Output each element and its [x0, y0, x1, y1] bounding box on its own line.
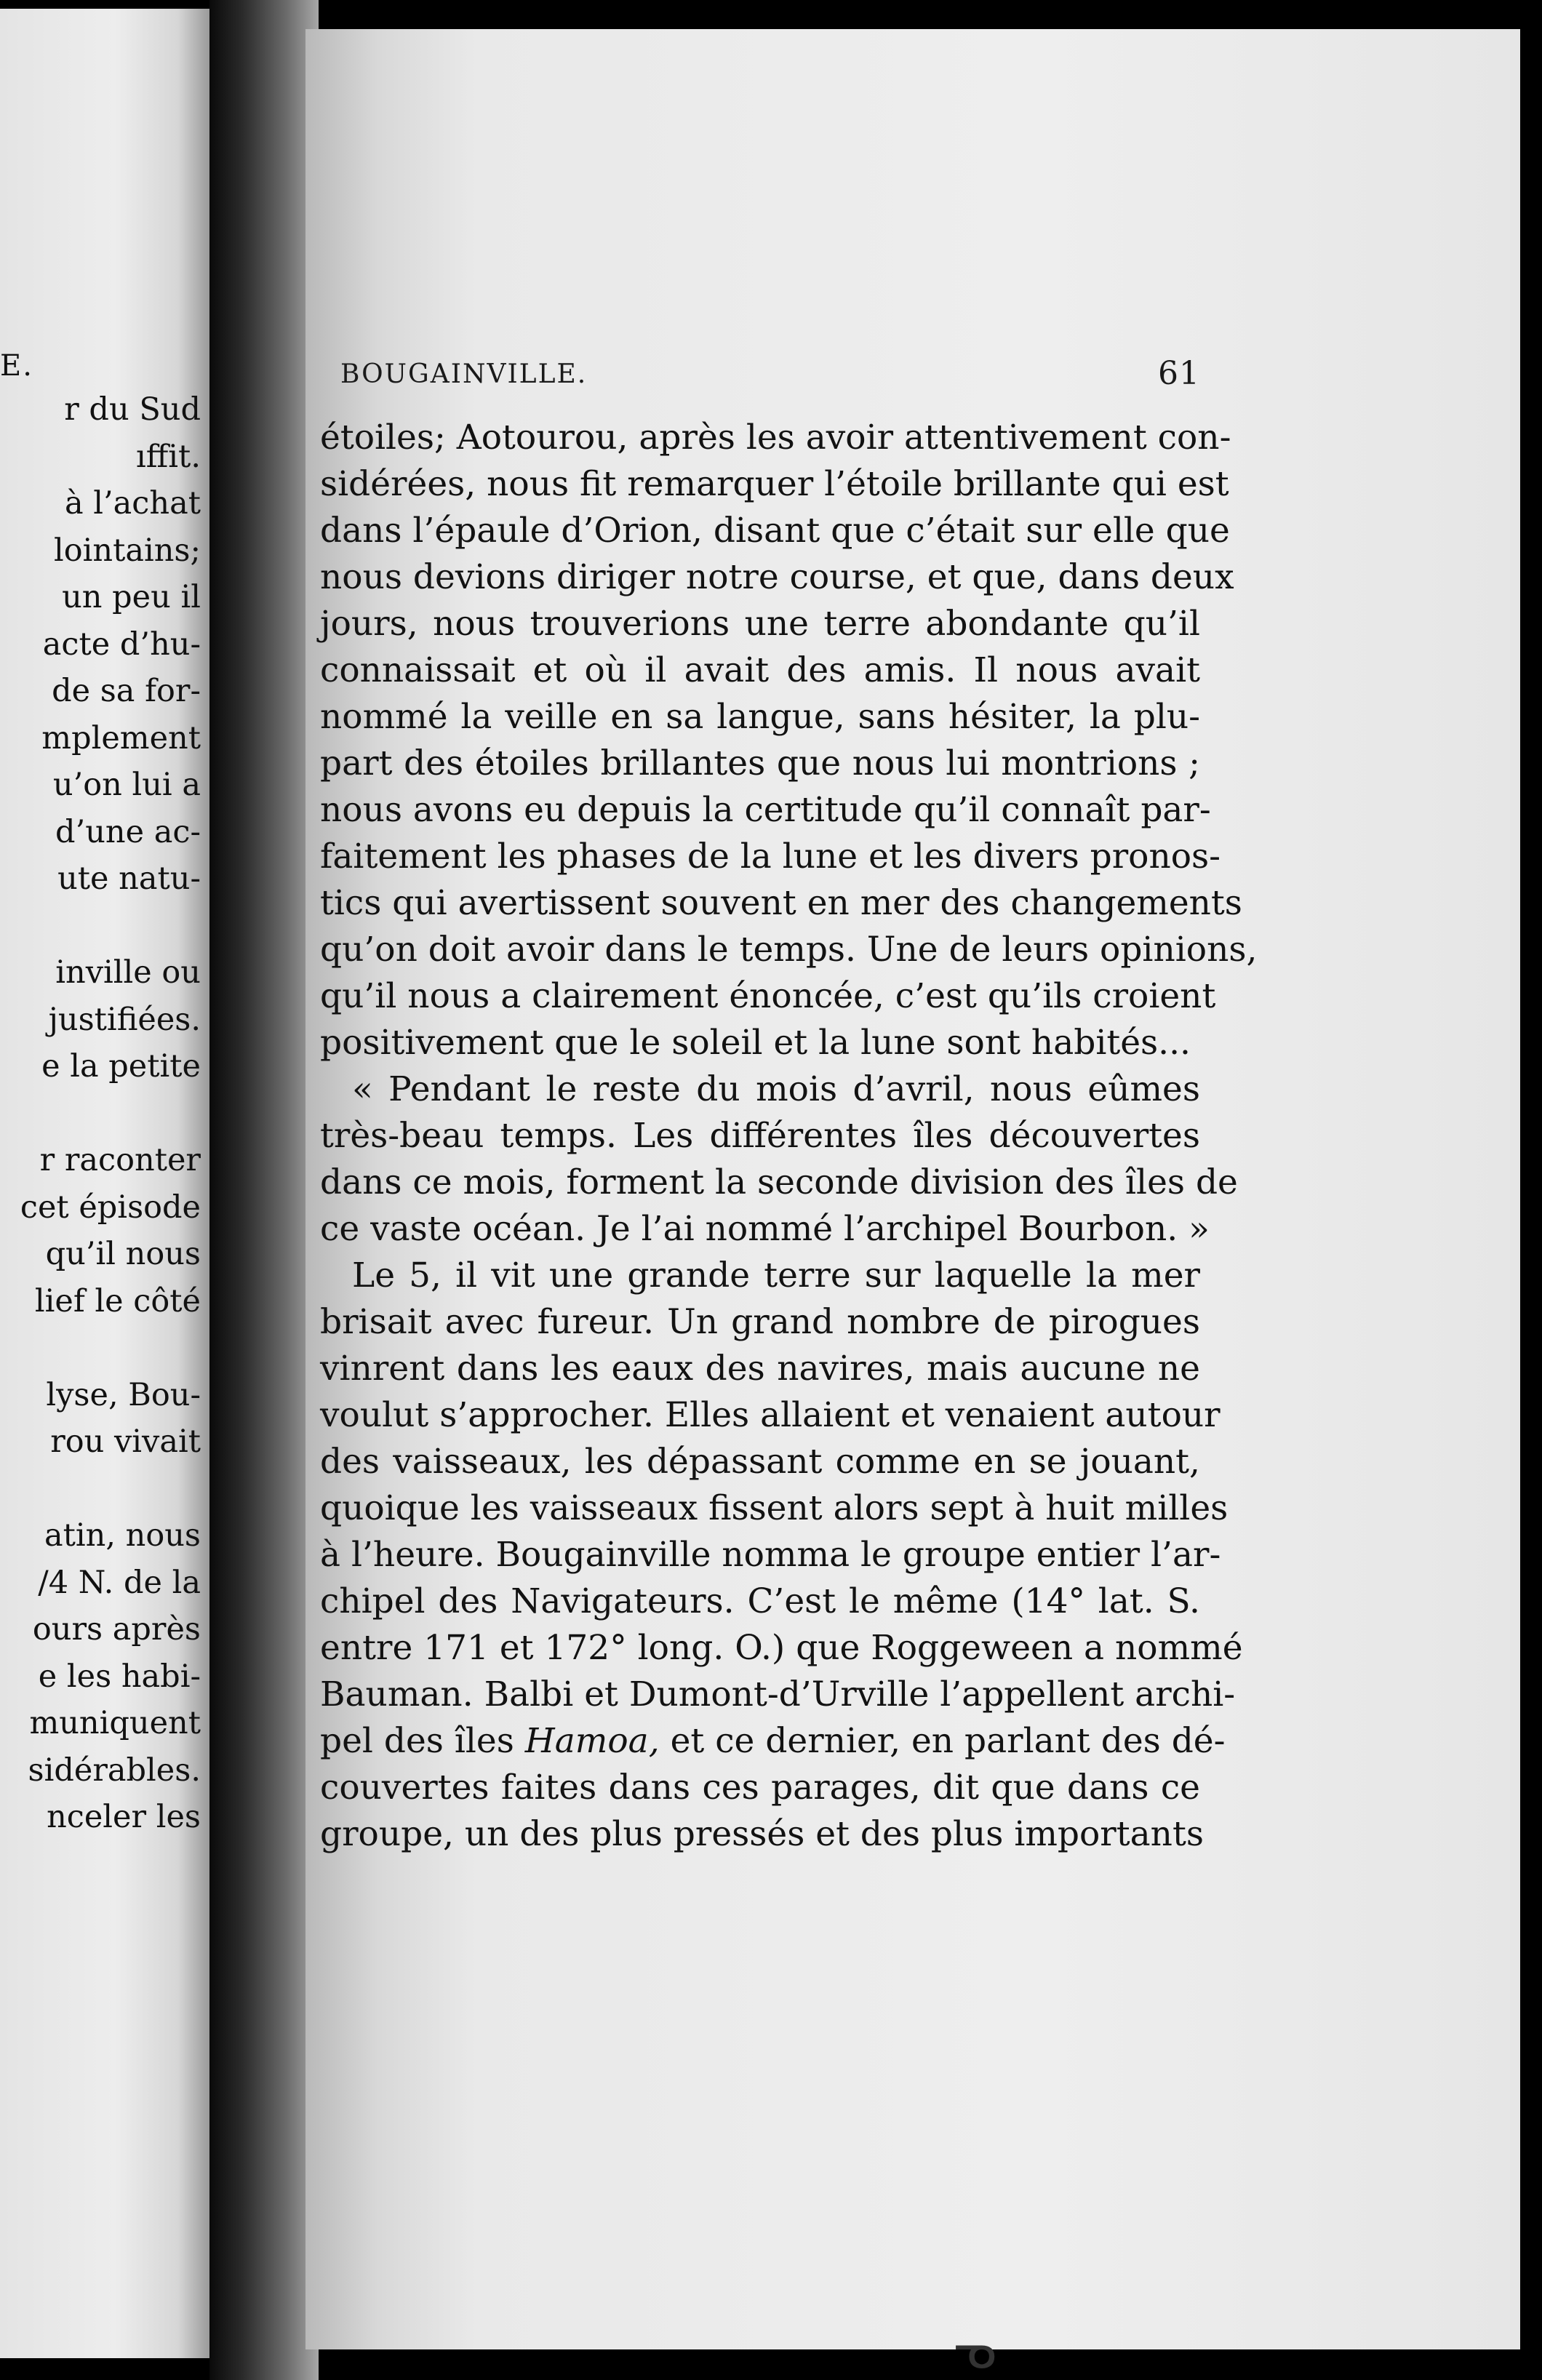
- left-page-line: lief le côté: [34, 1282, 201, 1319]
- left-page-line: un peu il: [62, 579, 201, 615]
- text-segment: et ce dernier, en parlant des dé-: [670, 1721, 1226, 1761]
- text-line: entre 171 et 172° long. O.) que Roggeween a nommé: [320, 1628, 1243, 1668]
- text-line: très-beau temps. Les différentes îles découvertes: [320, 1116, 1200, 1156]
- left-page-line: r raconter: [39, 1142, 201, 1178]
- left-page-line: /4 N. de la: [38, 1564, 201, 1601]
- text-line: qu’on doit avoir dans le temps. Une de leurs opinions,: [320, 930, 1258, 970]
- left-page-line: muniquent: [29, 1705, 201, 1741]
- text-line: « Pendant le reste du mois d’avril, nous eûmes: [352, 1069, 1200, 1109]
- text-line: qu’il nous a clairement énoncée, c’est qu’ils croient: [320, 976, 1216, 1016]
- text-line: ce vaste océan. Je l’ai nommé l’archipel Bourbon. »: [320, 1209, 1210, 1249]
- text-line: nommé la veille en sa langue, sans hésiter, la plu-: [320, 697, 1200, 737]
- text-line: brisait avec fureur. Un grand nombre de pirogues: [320, 1302, 1200, 1342]
- text-line: des vaisseaux, les dépassant comme en se jouant,: [320, 1442, 1200, 1482]
- left-page-line: cet épisode: [20, 1189, 201, 1226]
- left-page-line: ıffit.: [135, 438, 201, 475]
- text-line: à l’heure. Bougainville nomma le groupe entier l’ar-: [320, 1535, 1221, 1575]
- left-page-line: acte d’hu-: [42, 626, 201, 663]
- left-page-line: mplement: [41, 719, 201, 756]
- page-number: 61: [1158, 355, 1200, 392]
- text-line: groupe, un des plus pressés et des plus importants: [320, 1814, 1204, 1854]
- left-page-line: sidérables.: [28, 1752, 201, 1789]
- left-page-line: u’on lui a: [52, 767, 201, 803]
- left-page-line: justifiées.: [48, 1001, 201, 1038]
- left-page-line: ours après: [32, 1611, 201, 1648]
- left-facing-page: [0, 9, 209, 2358]
- text-line: dans l’épaule d’Orion, disant que c’était sur elle que: [320, 511, 1230, 551]
- text-line: chipel des Navigateurs. C’est le même (14° lat. S.: [320, 1581, 1200, 1621]
- text-line: couvertes faites dans ces parages, dit que dans ce: [320, 1768, 1200, 1808]
- left-page-line: inville ou: [55, 954, 201, 991]
- ink-mark: ᓀ: [953, 2320, 996, 2380]
- text-line: voulut s’approcher. Elles allaient et venaient autour: [320, 1395, 1221, 1435]
- book-gutter-shadow: [209, 0, 319, 2380]
- left-page-line: lointains;: [53, 532, 201, 569]
- left-page-line: lyse, Bou-: [46, 1376, 201, 1413]
- left-page-line: ute natu-: [57, 860, 201, 897]
- left-page-line: d’une ac-: [55, 813, 201, 850]
- left-page-line: de sa for-: [52, 673, 201, 709]
- text-line: faitement les phases de la lune et les divers pronos-: [320, 836, 1221, 876]
- left-page-line: e les habi-: [38, 1658, 201, 1695]
- text-line: connaissait et où il avait des amis. Il nous avait: [320, 650, 1200, 690]
- text-line: jours, nous trouverions une terre abondante qu’il: [320, 604, 1200, 644]
- text-line: Bauman. Balbi et Dumont-d’Urville l’appellent archi-: [320, 1674, 1236, 1714]
- left-page-line: r du Sud: [64, 391, 201, 428]
- text-line: nous devions diriger notre course, et que, dans deux: [320, 557, 1234, 597]
- text-line: nous avons eu depuis la certitude qu’il connaît par-: [320, 790, 1211, 830]
- text-line: Le 5, il vit une grande terre sur laquelle la mer: [352, 1255, 1200, 1295]
- text-segment: pel des îles: [320, 1721, 514, 1761]
- running-title: BOUGAINVILLE.: [340, 359, 588, 389]
- text-line: positivement que le soleil et la lune sont habités...: [320, 1023, 1191, 1063]
- left-page-line: qu’il nous: [45, 1236, 201, 1272]
- left-page-line: e la petite: [41, 1048, 201, 1085]
- left-page-header: E.: [0, 349, 33, 383]
- text-line: sidérées, nous fit remarquer l’étoile brillante qui est: [320, 464, 1229, 504]
- left-page-line: atin, nous: [44, 1517, 201, 1554]
- text-line: vinrent dans les eaux des navires, mais aucune ne: [320, 1349, 1200, 1389]
- left-page-line: à l’achat: [64, 485, 201, 522]
- text-line: dans ce mois, forment la seconde division des îles de: [320, 1162, 1238, 1202]
- text-line: étoiles; Aotourou, après les avoir attentivement con-: [320, 418, 1231, 458]
- text-line: quoique les vaisseaux fissent alors sept à huit milles: [320, 1488, 1229, 1528]
- text-line-with-italic: [320, 1721, 1226, 1761]
- left-page-line: nceler les: [47, 1799, 201, 1835]
- left-page-line: rou vivait: [50, 1423, 201, 1460]
- italic-place-name: Hamoa,: [524, 1721, 660, 1761]
- text-line: part des étoiles brillantes que nous lui montrions ;: [320, 743, 1200, 783]
- text-line: tics qui avertissent souvent en mer des changements: [320, 883, 1242, 923]
